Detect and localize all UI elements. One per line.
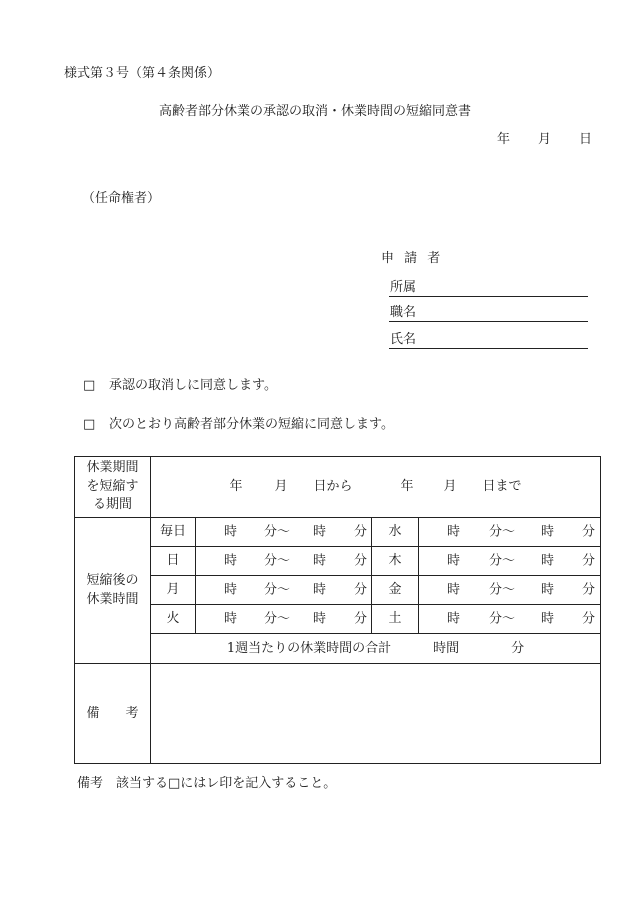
period-label-line: を短縮す [86, 478, 139, 494]
period-value-cell[interactable] [151, 457, 601, 518]
hour-unit: 時 [224, 611, 238, 627]
period-from: 日から [313, 479, 353, 495]
day-row [75, 576, 601, 605]
cancel-check-label: 承認の取消しに同意します。 [109, 378, 277, 393]
check-item-cancel [83, 379, 277, 392]
day-label: 毎日 [151, 518, 196, 547]
hours-label [75, 518, 151, 664]
hour-unit: 時 [224, 524, 238, 540]
weekly-total-label: 1週当たりの休業時間の合計 [226, 640, 392, 656]
time-range-cell[interactable] [419, 518, 601, 547]
hour-unit: 時 [447, 553, 461, 569]
time-range-cell[interactable] [419, 576, 601, 605]
applicant-heading: 申 請 者 [381, 251, 444, 266]
day-label: 土 [372, 605, 419, 634]
minute-from-unit: 分～ [489, 553, 516, 569]
minute-from-unit: 分～ [264, 611, 291, 627]
date-line [497, 133, 592, 146]
notes-label [75, 664, 151, 764]
hour-unit: 時 [313, 524, 327, 540]
hour-unit: 時 [224, 553, 238, 569]
period-label-line: 休業期間 [86, 459, 139, 475]
hour-unit: 時 [541, 582, 555, 598]
period-row [75, 457, 601, 518]
affiliation-field[interactable] [389, 277, 588, 297]
hour-unit: 時 [447, 611, 461, 627]
minute-from-unit: 分～ [264, 553, 291, 569]
date-day: 日 [579, 132, 593, 147]
hour-unit: 時 [313, 553, 327, 569]
minute-unit: 分 [582, 553, 596, 569]
post-label: 職名 [390, 305, 417, 320]
period-year-end: 年 [400, 479, 414, 495]
minute-from-unit: 分～ [264, 524, 291, 540]
footnote: 備考 該当する□にはレ印を記入すること。 [77, 776, 337, 791]
minute-unit: 分 [582, 524, 596, 540]
document-title: 高齢者部分休業の承認の取消・休業時間の短縮同意書 [158, 104, 471, 119]
day-label: 水 [372, 518, 419, 547]
time-range-cell[interactable] [196, 605, 372, 634]
day-label: 木 [372, 547, 419, 576]
day-row [75, 605, 601, 634]
hour-unit: 時 [313, 582, 327, 598]
day-label: 月 [151, 576, 196, 605]
leave-shortening-table [74, 456, 601, 764]
minute-unit: 分 [354, 524, 368, 540]
minute-unit: 分 [582, 582, 596, 598]
hour-unit: 時 [541, 553, 555, 569]
hours-label-line: 休業時間 [86, 591, 139, 607]
name-field[interactable] [389, 329, 588, 349]
shorten-checkbox[interactable]: □ [83, 417, 96, 432]
day-label: 金 [372, 576, 419, 605]
notes-label-char: 備 [86, 705, 100, 721]
notes-label-char: 考 [125, 705, 139, 721]
day-label: 火 [151, 605, 196, 634]
minute-from-unit: 分～ [489, 524, 516, 540]
minute-from-unit: 分～ [489, 611, 516, 627]
minute-unit: 分 [354, 553, 368, 569]
day-row [75, 518, 601, 547]
appointing-authority: （任命権者） [82, 191, 161, 206]
day-label: 日 [151, 547, 196, 576]
minute-from-unit: 分～ [264, 582, 291, 598]
period-label-line: る期間 [92, 497, 132, 513]
check-item-shorten [83, 418, 394, 431]
date-year: 年 [497, 132, 511, 147]
period-until: 日まで [482, 479, 522, 495]
time-range-cell[interactable] [196, 576, 372, 605]
period-month: 月 [274, 479, 288, 495]
form-number: 様式第３号（第４条関係） [64, 66, 221, 81]
weekly-total-hours-unit: 時間 [433, 640, 460, 656]
minute-unit: 分 [354, 582, 368, 598]
minute-unit: 分 [582, 611, 596, 627]
time-range-cell[interactable] [419, 547, 601, 576]
hour-unit: 時 [447, 524, 461, 540]
day-row [75, 547, 601, 576]
date-month: 月 [538, 132, 552, 147]
hours-label-line: 短縮後の [86, 572, 139, 588]
notes-field[interactable] [151, 664, 601, 764]
time-range-cell[interactable] [419, 605, 601, 634]
affiliation-label: 所属 [390, 280, 417, 295]
hour-unit: 時 [313, 611, 327, 627]
time-range-cell[interactable] [196, 547, 372, 576]
name-label: 氏名 [390, 332, 417, 347]
notes-row [75, 664, 601, 764]
weekly-total-row [75, 634, 601, 664]
period-label [75, 457, 151, 518]
period-year: 年 [229, 479, 243, 495]
shorten-check-label: 次のとおり高齢者部分休業の短縮に同意します。 [109, 417, 394, 432]
minute-unit: 分 [354, 611, 368, 627]
period-month-end: 月 [443, 479, 457, 495]
hour-unit: 時 [224, 582, 238, 598]
hour-unit: 時 [541, 524, 555, 540]
time-range-cell[interactable] [196, 518, 372, 547]
cancel-checkbox[interactable]: □ [83, 378, 96, 393]
weekly-total-minutes-unit: 分 [511, 640, 525, 656]
post-field[interactable] [389, 302, 588, 322]
hour-unit: 時 [447, 582, 461, 598]
weekly-total-cell[interactable] [151, 634, 601, 664]
minute-from-unit: 分～ [489, 582, 516, 598]
hour-unit: 時 [541, 611, 555, 627]
